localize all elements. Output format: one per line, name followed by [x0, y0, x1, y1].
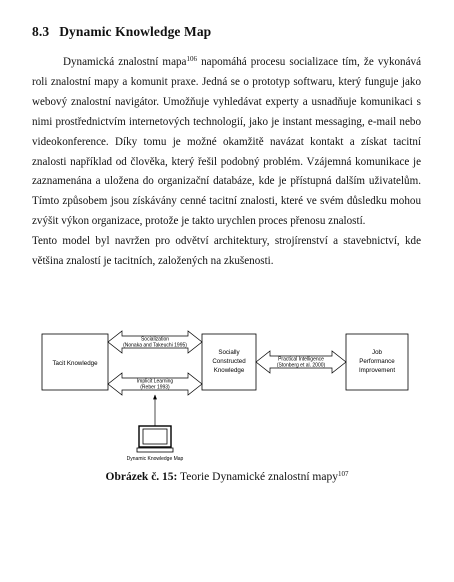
- computer-icon: [137, 426, 173, 452]
- caption-text: Teorie Dynamické znalostní mapy: [177, 471, 338, 483]
- practical-label-line2: (Stonberg et al. 2000): [276, 362, 326, 369]
- socialization-label-line1: Socialization: [140, 336, 170, 343]
- implicit-learning-label-line1: Implicit Learning: [136, 378, 174, 385]
- computer-label: Dynamic Knowledge Map: [126, 456, 184, 462]
- footnote-ref-107: 107: [337, 470, 349, 478]
- socially-label-line2: Constructed: [212, 358, 246, 365]
- job-label-line2: Performance: [359, 358, 395, 365]
- section-heading: [32, 24, 211, 40]
- paragraph-2: Tento model byl navržen pro odvětví architektury, strojírenství a stavebnictví, kde většina znalostí je tacitních, založených na zkušenosti.: [32, 235, 421, 268]
- tacit-knowledge-label: Tacit Knowledge: [52, 360, 98, 367]
- paragraph-1-rest: napomáhá procesu socializace tím, že vykonává roli znalostní mapy a komunit praxe. Jedná se o prototyp softwaru, který funguje jako webový znalostní navigátor. Umožňuje vyhledávat experty a usnadňuje komunikaci s nimi prostřednictvím internetových technologií, jako je instant messaging, e-mail nebo videokonference. Díky tomu je možné okamžitě navázat kontakt a získat tacitní znalosti například od člověka, který řešil podobný problém. Vzájemná komunikace je zaznamenána a uložena do organizační databáze, kde je přístupná dalším uživatelům. Tímto způsobem jsou získávány cenné tacitní znalosti, které ve svém důsledku mohou zvýšit výkon organizace, protože je takto urychlen proces přenosu znalostí.: [32, 56, 421, 228]
- implicit-learning-label-line2: (Reber 1993): [140, 384, 170, 391]
- paragraph-1: [32, 53, 421, 232]
- socialization-label-line2: (Nonaka and Takeuchi 1995): [123, 342, 187, 349]
- section-number: 8.3: [32, 24, 50, 39]
- practical-label-line1: Practical Intelligence: [278, 356, 324, 363]
- socially-label-line3: Knowledge: [213, 367, 245, 374]
- diagram-svg: [30, 326, 424, 466]
- socially-label-line1: Socially: [218, 349, 240, 356]
- caption-label: Obrázek č. 15:: [105, 471, 178, 483]
- body-text: [32, 53, 421, 272]
- footnote-ref-106: 106: [186, 55, 197, 63]
- knowledge-map-diagram: [30, 326, 424, 466]
- section-title: Dynamic Knowledge Map: [59, 24, 212, 39]
- job-label-line1: Job: [372, 349, 382, 356]
- figure-caption: [0, 471, 454, 483]
- paragraph-1-lead: Dynamická znalostní mapa: [63, 56, 187, 68]
- job-label-line3: Improvement: [358, 367, 396, 374]
